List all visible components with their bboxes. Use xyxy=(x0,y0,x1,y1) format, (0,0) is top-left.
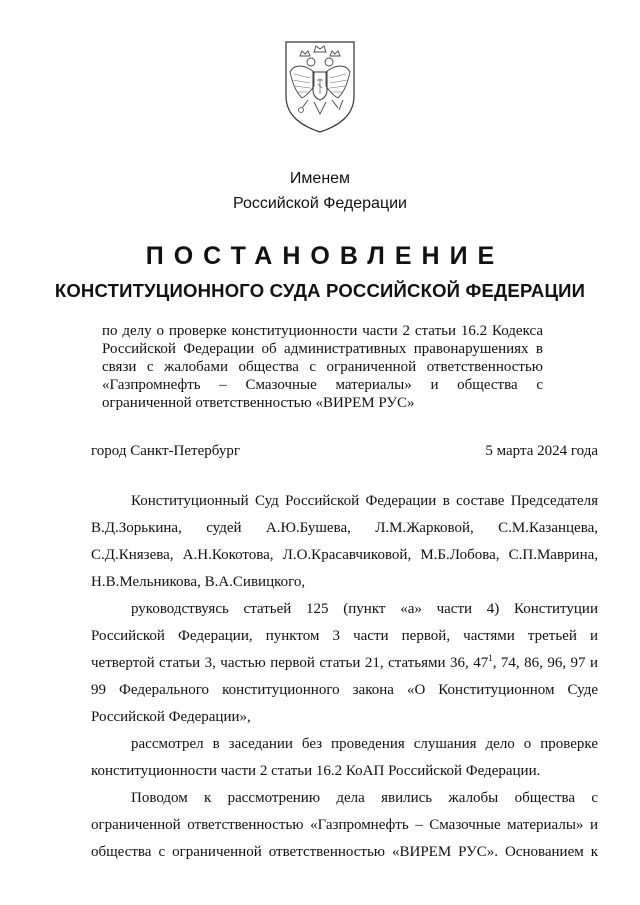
body-text-line: Поводом к рассмотрению дела явились жалобы общества с xyxy=(131,790,598,806)
body-text-line: рассмотрел в заседании без проведения слушания дело о проверке xyxy=(131,736,598,752)
case-description-line: связи с жалобами общества с ограниченной ответственностью xyxy=(102,359,543,375)
body-text-line-with-superscript xyxy=(91,654,598,672)
body-text-line: С.Д.Князева, А.Н.Кокотова, Л.О.Красавчиковой, М.Б.Лобова, С.П.Маврина, xyxy=(91,547,598,563)
decision-date: 5 марта 2024 года xyxy=(485,443,598,459)
body-text-line: Н.В.Мельникова, В.А.Сивицкого, xyxy=(91,574,306,590)
body-text-line: конституционности части 2 статьи 16.2 КоАП Российской Федерации. xyxy=(91,763,541,779)
body-text-line: общества с ограниченной ответственностью «ВИРЕМ РУС». Основанием к xyxy=(91,844,598,860)
document-title: ПОСТАНОВЛЕНИЕ xyxy=(145,242,505,270)
text-fragment: , 74, 86, 96, 97 и xyxy=(492,655,598,671)
body-text-line: Российской Федерации», xyxy=(91,709,251,725)
body-text-line: Конституционный Суд Российской Федерации в составе Председателя xyxy=(131,493,598,509)
superscript: 1 xyxy=(488,653,493,663)
case-description-line: ограниченной ответственностью «ВИРЕМ РУС» xyxy=(102,395,415,411)
body-text-line: В.Д.Зорькина, судей А.Ю.Бушева, Л.М.Жарковой, С.М.Казанцева, xyxy=(91,520,598,536)
coat-of-arms-emblem xyxy=(280,38,360,134)
case-description-line: по делу о проверке конституционности части 2 статьи 16.2 Кодекса xyxy=(102,323,543,339)
case-description-line: «Газпромнефть – Смазочные материалы» и общества с xyxy=(102,377,543,393)
case-description-line: Российской Федерации об административных правонарушениях в xyxy=(102,341,543,357)
body-text-line: Российской Федерации, пунктом 3 части первой, частями третьей и xyxy=(91,628,598,644)
header-line-russian-federation: Российской Федерации xyxy=(233,195,407,212)
header-line-in-the-name: Именем xyxy=(289,170,351,187)
text-fragment: четвертой статьи 3, частью первой статьи 21, статьями 36, 47 xyxy=(91,655,489,671)
body-text-line: ограниченной ответственностью «Газпромнефть – Смазочные материалы» и xyxy=(91,817,598,833)
place-of-decision: город Санкт-Петербург xyxy=(91,443,240,459)
document-subtitle: КОНСТИТУЦИОННОГО СУДА РОССИЙСКОЙ ФЕДЕРАЦИИ xyxy=(54,280,586,301)
body-text-line: 99 Федерального конституционного закона «О Конституционном Суде xyxy=(91,682,598,698)
body-text-line: руководствуясь статьей 125 (пункт «а» части 4) Конституции xyxy=(131,601,598,617)
